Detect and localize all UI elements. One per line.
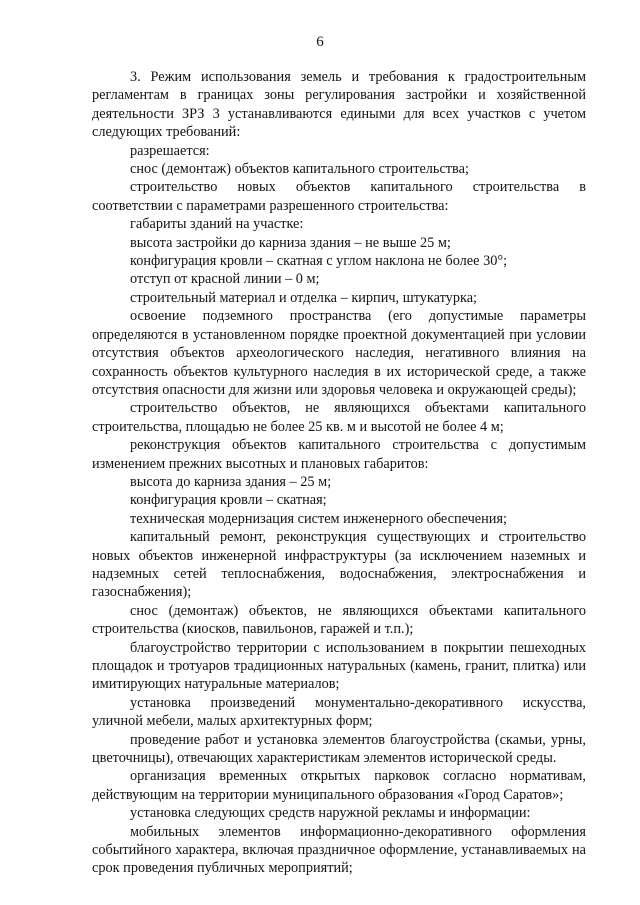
paragraph: отступ от красной линии – 0 м; xyxy=(130,271,320,288)
document-body xyxy=(92,68,586,878)
paragraph: проведение работ и установка элементов благоустройства (скамьи, урны, цветочницы), отвечающих характеристикам элементов исторической среды. xyxy=(92,731,586,767)
paragraph: реконструкция объектов капитального строительства с допустимым изменением прежних высотных и плановых габаритов: xyxy=(92,437,586,472)
paragraph: установка следующих средств наружной рекламы и информации: xyxy=(130,805,531,822)
page-number: 6 xyxy=(316,34,324,50)
paragraph: капитальный ремонт, реконструкция существующих и строительство новых объектов инженерной инфраструктуры (за исключением наземных и надземных сетей теплоснабжения, водоснабжения, электроснабжения и газоснабжения); xyxy=(92,529,586,601)
paragraph: освоение подземного пространства (его допустимые параметры определяются в установленном порядке проектной документацией при условии отсутствия объектов археологического наследия, негативного влияния на сохранность объектов культурного наследия в их исторической среде, а также отсутствия опасности для жизни или здоровья человека и окружающей среды); xyxy=(92,308,586,398)
paragraph: разрешается: xyxy=(130,142,210,159)
paragraph: организация временных открытых парковок согласно нормативам, действующим на территории муниципального образования «Город Саратов»; xyxy=(92,768,586,803)
paragraph: техническая модернизация систем инженерного обеспечения; xyxy=(130,510,507,527)
paragraph: снос (демонтаж) объектов, не являющихся объектами капитального строительства (киосков, павильонов, гаражей и т.п.); xyxy=(92,602,586,638)
paragraph: установка произведений монументально-декоративного искусства, уличной мебели, малых архитектурных форм; xyxy=(92,694,586,730)
paragraph: высота до карниза здания – 25 м; xyxy=(130,473,332,490)
paragraph: 3. Режим использования земель и требования к градостроительным регламентам в границах зоны регулирования застройки и хозяйственной деятельности ЗРЗ 3 устанавливаются едиными для всех участков с учетом следующих требований: xyxy=(92,69,586,141)
paragraph: строительный материал и отделка – кирпич, штукатурка; xyxy=(130,289,478,306)
paragraph: строительство новых объектов капитального строительства в соответствии с параметрами разрешенного строительства: xyxy=(92,179,586,214)
paragraph: строительство объектов, не являющихся объектами капитального строительства, площадью не более 25 кв. м и высотой не более 4 м; xyxy=(92,400,586,435)
paragraph: габариты зданий на участке: xyxy=(130,216,304,233)
paragraph: конфигурация кровли – скатная с углом наклона не более 30°; xyxy=(130,253,508,270)
paragraph: конфигурация кровли – скатная; xyxy=(130,492,327,509)
paragraph: благоустройство территории с использованием в покрытии пешеходных площадок и тротуаров традиционных натуральных (камень, гранит, плитка) или имитирующих натуральные материалов; xyxy=(92,639,586,693)
paragraph: высота застройки до карниза здания – не выше 25 м; xyxy=(130,234,451,251)
paragraph: мобильных элементов информационно-декоративного оформления событийного характера, включая праздничное оформление, устанавливаемых на срок проведения публичных мероприятий; xyxy=(92,823,586,877)
paragraph: снос (демонтаж) объектов капитального строительства; xyxy=(130,161,469,178)
